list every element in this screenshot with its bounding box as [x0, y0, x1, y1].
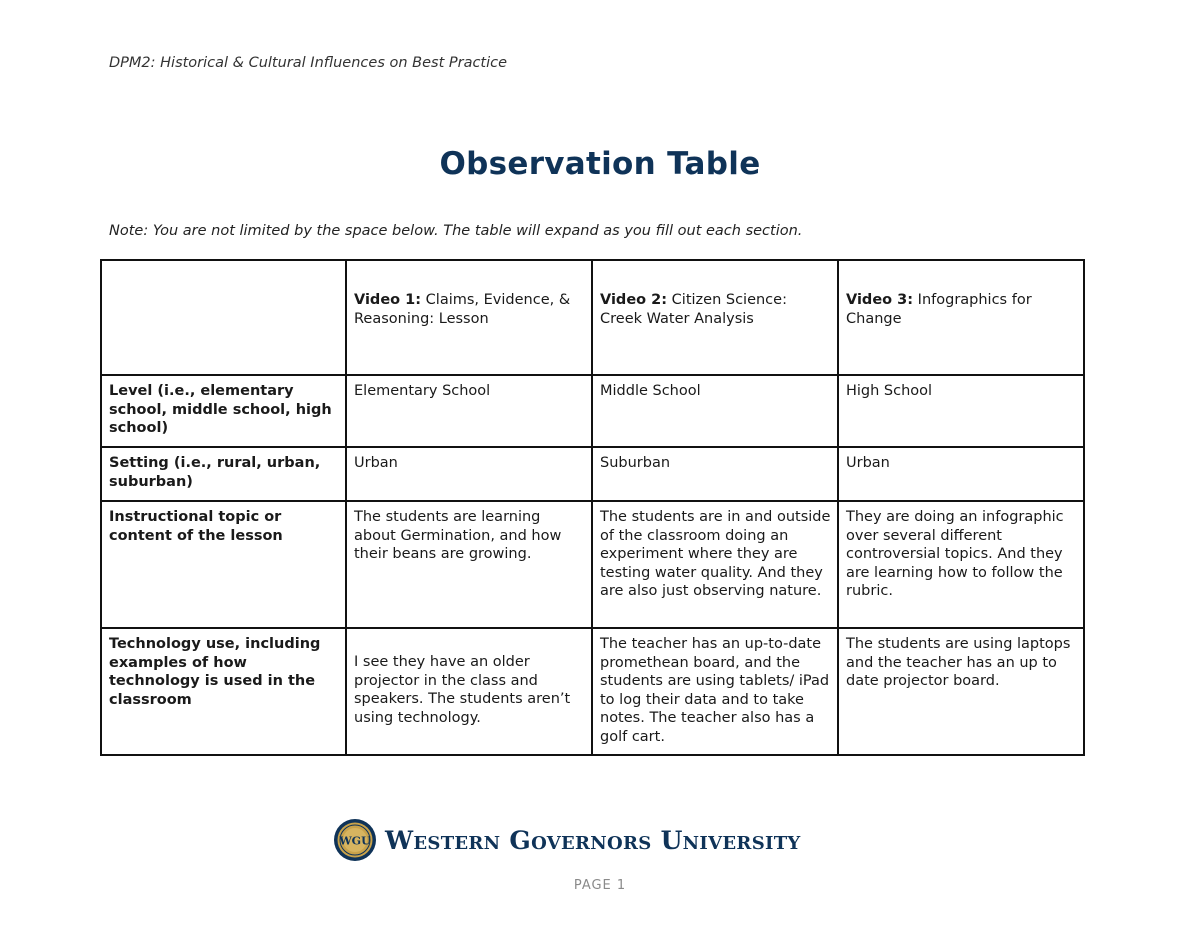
university-name: Western Governors University — [385, 825, 801, 855]
video-1-header — [346, 260, 592, 375]
page-number: PAGE 1 — [573, 878, 627, 893]
table-row — [101, 375, 1084, 447]
video-name: Citizen Science: Creek Water Analysis — [600, 292, 787, 327]
table-cell — [346, 628, 592, 755]
table-corner-cell — [101, 260, 346, 375]
row-label: Setting (i.e., rural, urban, suburban) — [101, 447, 346, 501]
video-label: Video 1: — [354, 292, 422, 308]
page-title: Observation Table — [439, 146, 761, 182]
table-cell: Urban — [838, 447, 1084, 501]
table-cell: The teacher has an up-to-date promethean board, and the students are using tablets/ iPad to log their data and to take notes. The teacher also has a golf cart. — [592, 628, 838, 755]
table-cell: The students are using laptops and the teacher has an up to date projector board. — [838, 628, 1084, 755]
video-2-header — [592, 260, 838, 375]
video-name: Claims, Evidence, & Reasoning: Lesson — [354, 292, 571, 327]
table-cell: The students are in and outside of the classroom doing an experiment where they are testing water quality. And they are also just observing nature. — [592, 501, 838, 628]
observation-table — [100, 259, 1085, 756]
video-label: Video 3: — [846, 292, 914, 308]
table-cell: Urban — [346, 447, 592, 501]
table-cell: They are doing an infographic over several different controversial topics. And they are learning how to follow the rubric. — [838, 501, 1084, 628]
video-label: Video 2: — [600, 292, 668, 308]
document-header: DPM2: Historical & Cultural Influences on Best Practice — [109, 55, 508, 71]
seal-monogram: WGU — [339, 834, 371, 848]
table-cell: Suburban — [592, 447, 838, 501]
table-cell: High School — [838, 375, 1084, 447]
video-name: Infographics for Change — [846, 292, 1032, 327]
row-label: Instructional topic or content of the lesson — [101, 501, 346, 628]
cell-text: I see they have an older projector in the class and speakers. The students aren’t using technology. — [354, 654, 571, 726]
instruction-note: Note: You are not limited by the space below. The table will expand as you fill out each section. — [109, 223, 803, 239]
table-row — [101, 501, 1084, 628]
wgu-seal-icon — [333, 818, 377, 862]
video-3-header — [838, 260, 1084, 375]
table-cell: Elementary School — [346, 375, 592, 447]
row-label: Technology use, including examples of how technology is used in the classroom — [101, 628, 346, 755]
row-label: Level (i.e., elementary school, middle school, high school) — [101, 375, 346, 447]
table-cell: The students are learning about Germination, and how their beans are growing. — [346, 501, 592, 628]
table-header-row — [101, 260, 1084, 375]
table-row — [101, 628, 1084, 755]
wgu-logo — [333, 818, 801, 862]
table-cell: Middle School — [592, 375, 838, 447]
table-row — [101, 447, 1084, 501]
